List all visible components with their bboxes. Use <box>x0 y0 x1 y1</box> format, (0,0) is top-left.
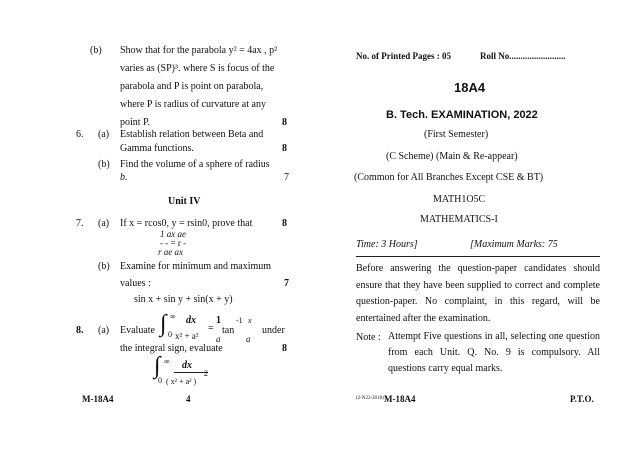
q7a-label: (a) <box>98 218 110 229</box>
left-footer-page: 4 <box>186 394 191 404</box>
subject-code: MATH1O5C <box>433 194 486 205</box>
q8a-equals: = <box>208 323 214 334</box>
q5b-line-1: Show that for the parabola y² = 4ax , p² <box>120 45 278 56</box>
q5b-line-2: varies as (SP)³. where S is focus of the <box>120 63 275 74</box>
q6a-line-2: Gamma functions. <box>120 143 194 154</box>
note-label: Note : <box>356 332 381 343</box>
q7b-line-2: values : <box>120 278 151 289</box>
q8a-a-denominator: a <box>216 334 221 344</box>
q7a-marks: 8 <box>282 218 287 229</box>
q8a-text: Evaluate <box>120 325 155 336</box>
q8a-upper-limit-2: ∞ <box>164 357 170 366</box>
q6b-label: (b) <box>98 159 110 170</box>
printed-pages: No. of Printed Pages : 05 <box>356 51 451 61</box>
semester: (First Semester) <box>424 129 489 140</box>
q7b-expression: sin x + sin y + sin(x + y) <box>134 294 233 305</box>
q5b-line-3: parabola and P is point on parabola, <box>120 81 264 92</box>
right-footer-code: M-18A4 <box>384 394 416 404</box>
q7-number: 7. <box>76 218 84 229</box>
q8a-integral-sign-2: ∫ <box>154 353 161 379</box>
q6a-label: (a) <box>98 129 110 140</box>
roll-number: Roll No......................... <box>480 51 566 61</box>
q6-number: 6. <box>76 129 84 140</box>
q5b-marks: 8 <box>282 117 287 128</box>
q8a-dx-2: dx <box>182 360 192 371</box>
q6b-marks: 7 <box>284 172 289 183</box>
q8a-lower-limit-2: 0 <box>158 376 162 385</box>
unit-heading: Unit IV <box>168 196 201 207</box>
header-rule <box>356 256 600 257</box>
q8a-line-2: the integral sign, evaluate <box>120 343 223 354</box>
q8a-label: (a) <box>98 325 110 336</box>
q8a-a-denominator-2: a <box>246 334 251 344</box>
q7a-text: If x = rcos0, y = rsin0, prove that <box>120 218 253 229</box>
time-allowed: Time: 3 Hours] <box>356 239 418 250</box>
q6a-line-1: Establish relation between Beta and <box>120 129 264 140</box>
left-footer-code: M-18A4 <box>82 394 114 404</box>
footer-small-code: (2-N22-2018) <box>356 396 384 401</box>
q7a-fraction-bottom: r ae ax <box>158 247 183 257</box>
q6a-marks: 8 <box>282 143 287 154</box>
q8-number: 8. <box>76 325 84 336</box>
paper-code: 18A4 <box>454 80 486 95</box>
pto: P.T.O. <box>570 394 594 404</box>
maximum-marks: [Maximum Marks: 75 <box>470 239 558 250</box>
q7b-marks: 7 <box>284 278 289 289</box>
q7a-fraction-top: 1 ax ae <box>160 229 186 239</box>
q6b-line-2: b. <box>120 172 128 183</box>
q8a-tan: tan <box>222 325 235 336</box>
q8a-lower-limit: 0 <box>168 330 172 339</box>
note-text: Attempt Five questions in all, selecting one question from each Unit. Q. No. 9 is compulsory. All questions carry equal marks. <box>388 331 600 374</box>
q8a-dx: dx <box>186 315 196 326</box>
q7b-label: (b) <box>98 261 110 272</box>
q8a-denominator: x² + a² <box>175 331 199 341</box>
right-page <box>320 0 640 453</box>
exam-title: B. Tech. EXAMINATION, 2022 <box>386 109 538 121</box>
q7a-fraction-mid: - - = r - <box>160 238 187 248</box>
q8a-x: x <box>248 316 252 325</box>
q5b-line-5: point P. <box>120 117 151 128</box>
instructions: Before answering the question-paper candidates should ensure that they have been supplied to correct and complete question-paper. No complaint, in this regard, will be entertained after the examination. <box>356 263 600 324</box>
common-branches: (Common for All Branches Except CSE & BT) <box>354 172 544 183</box>
q8a-marks: 8 <box>282 343 287 354</box>
q8a-under: under <box>262 325 285 336</box>
q5b-line-4: where P is radius of curvature at any <box>120 99 266 110</box>
q8a-upper-limit: ∞ <box>170 312 176 321</box>
q8a-exponent: 2 <box>204 369 208 378</box>
q8a-denominator-2: ( x² + a² ) <box>166 377 197 386</box>
q8a-integral-sign: ∫ <box>160 311 167 337</box>
q8a-fraction-bar <box>174 372 208 373</box>
q8a-inverse: -1 <box>236 316 243 325</box>
q7b-line-1: Examine for minimum and maximum <box>120 261 272 272</box>
scheme: (C Scheme) (Main & Re-appear) <box>386 151 518 162</box>
q8a-one: 1 <box>216 315 221 326</box>
q6b-line-1: Find the volume of a sphere of radius <box>120 159 270 170</box>
q5b-label: (b) <box>90 45 102 56</box>
subject-name: MATHEMATICS-I <box>420 214 498 225</box>
